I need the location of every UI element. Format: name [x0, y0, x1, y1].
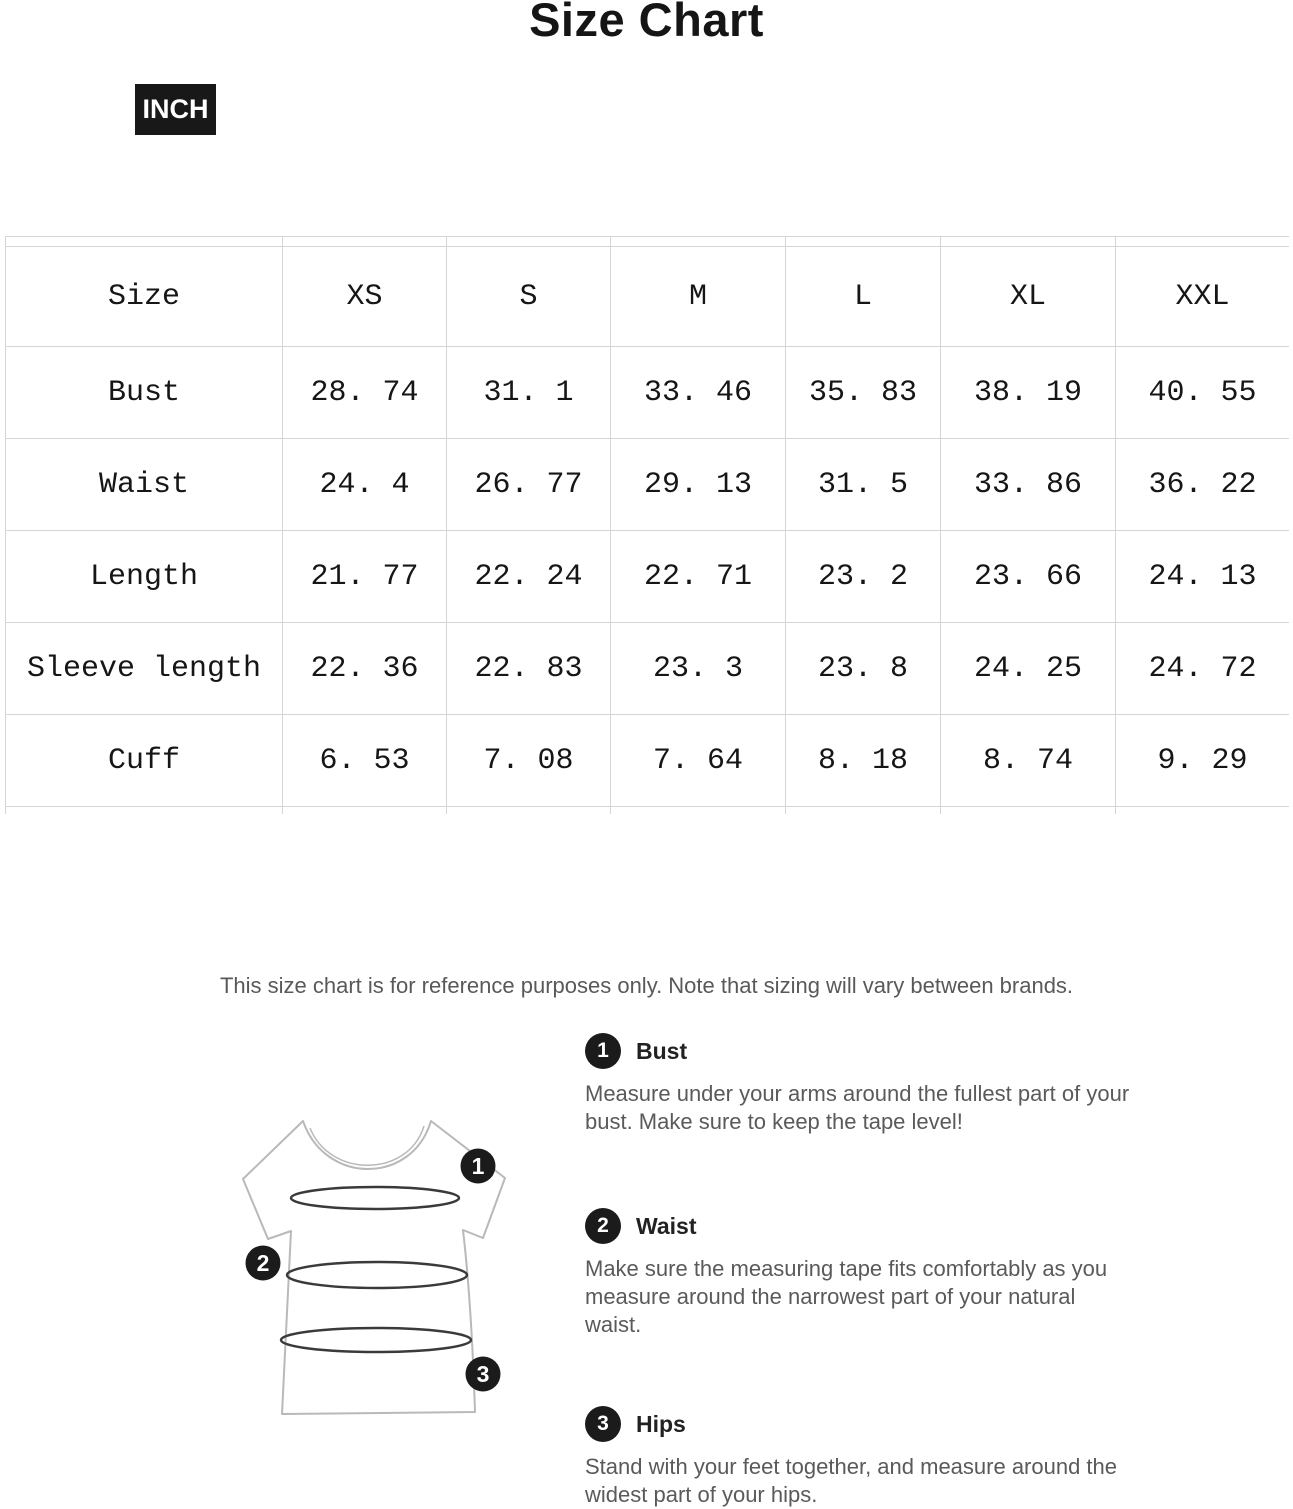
table-cell: 35. 83 [786, 347, 941, 439]
table-row-cuff [6, 715, 1290, 807]
table-cell: 26. 77 [447, 439, 611, 531]
guide-item-hips [585, 1406, 1145, 1509]
guide-item-header [585, 1033, 1145, 1069]
guide-item-title: Bust [636, 1037, 688, 1064]
guide-item-description: Make sure the measuring tape fits comfortably as you measure around the narrowest part of your natural waist. [585, 1256, 1108, 1337]
table-cell: 24. 25 [941, 623, 1116, 715]
tshirt-measurement-illustration [190, 1090, 550, 1440]
row-label: Bust [6, 347, 283, 439]
table-cell: 23. 8 [786, 623, 941, 715]
table-cell: 31. 5 [786, 439, 941, 531]
table-cell: 7. 64 [611, 715, 786, 807]
guide-item-header [585, 1406, 1145, 1442]
guide-item-title: Hips [636, 1410, 686, 1437]
row-label: Waist [6, 439, 283, 531]
disclaimer-text: This size chart is for reference purposes only. Note that sizing will vary between brands. [219, 973, 1074, 998]
table-cell: 8. 18 [786, 715, 941, 807]
column-header-size: Size [6, 247, 283, 347]
illustration-badge-1-number: 1 [471, 1153, 485, 1179]
row-label: Cuff [6, 715, 283, 807]
table-spacer-row [6, 237, 1290, 247]
table-row-waist [6, 439, 1290, 531]
guide-item-title: Waist [636, 1212, 697, 1239]
table-cell: 24. 4 [283, 439, 447, 531]
table-cell: 23. 2 [786, 531, 941, 623]
table-cell: 24. 72 [1116, 623, 1290, 715]
table-cell: 33. 86 [941, 439, 1116, 531]
illustration-badge-3-number: 3 [476, 1361, 490, 1387]
table-spacer-row [6, 807, 1290, 815]
size-chart-table [5, 236, 1289, 814]
table-cell: 23. 3 [611, 623, 786, 715]
table-cell: 7. 08 [447, 715, 611, 807]
page-title: Size Chart [529, 0, 764, 46]
table-cell: 9. 29 [1116, 715, 1290, 807]
table-cell: 21. 77 [283, 531, 447, 623]
unit-label-badge: INCH [135, 84, 216, 135]
table-cell: 6. 53 [283, 715, 447, 807]
number-badge-3: 3 [585, 1406, 621, 1442]
table-row-bust [6, 347, 1290, 439]
table-cell: 8. 74 [941, 715, 1116, 807]
table-cell: 28. 74 [283, 347, 447, 439]
table-cell: 33. 46 [611, 347, 786, 439]
illustration-badge-2-number: 2 [256, 1250, 270, 1276]
column-header-xs: XS [283, 247, 447, 347]
guide-item-description: Stand with your feet together, and measure around the widest part of your hips. [585, 1454, 1118, 1507]
guide-item-description: Measure under your arms around the fullest part of your bust. Make sure to keep the tape level! [585, 1081, 1130, 1134]
guide-item-header [585, 1208, 1145, 1244]
column-header-xl: XL [941, 247, 1116, 347]
table-cell: 31. 1 [447, 347, 611, 439]
guide-item-bust [585, 1033, 1145, 1136]
number-badge-2: 2 [585, 1208, 621, 1244]
table-row-length [6, 531, 1290, 623]
column-header-l: L [786, 247, 941, 347]
size-chart-table-container [5, 236, 1289, 814]
table-cell: 22. 36 [283, 623, 447, 715]
guide-item-waist [585, 1208, 1145, 1339]
table-cell: 23. 66 [941, 531, 1116, 623]
column-header-xxl: XXL [1116, 247, 1290, 347]
table-cell: 38. 19 [941, 347, 1116, 439]
table-cell: 29. 13 [611, 439, 786, 531]
table-cell: 24. 13 [1116, 531, 1290, 623]
table-cell: 22. 71 [611, 531, 786, 623]
column-header-s: S [447, 247, 611, 347]
table-cell: 22. 24 [447, 531, 611, 623]
table-cell: 36. 22 [1116, 439, 1290, 531]
table-row-sleeve-length [6, 623, 1290, 715]
row-label: Length [6, 531, 283, 623]
number-badge-1: 1 [585, 1033, 621, 1069]
table-cell: 22. 83 [447, 623, 611, 715]
table-cell: 40. 55 [1116, 347, 1290, 439]
table-header-row [6, 247, 1290, 347]
column-header-m: M [611, 247, 786, 347]
row-label: Sleeve length [6, 623, 283, 715]
